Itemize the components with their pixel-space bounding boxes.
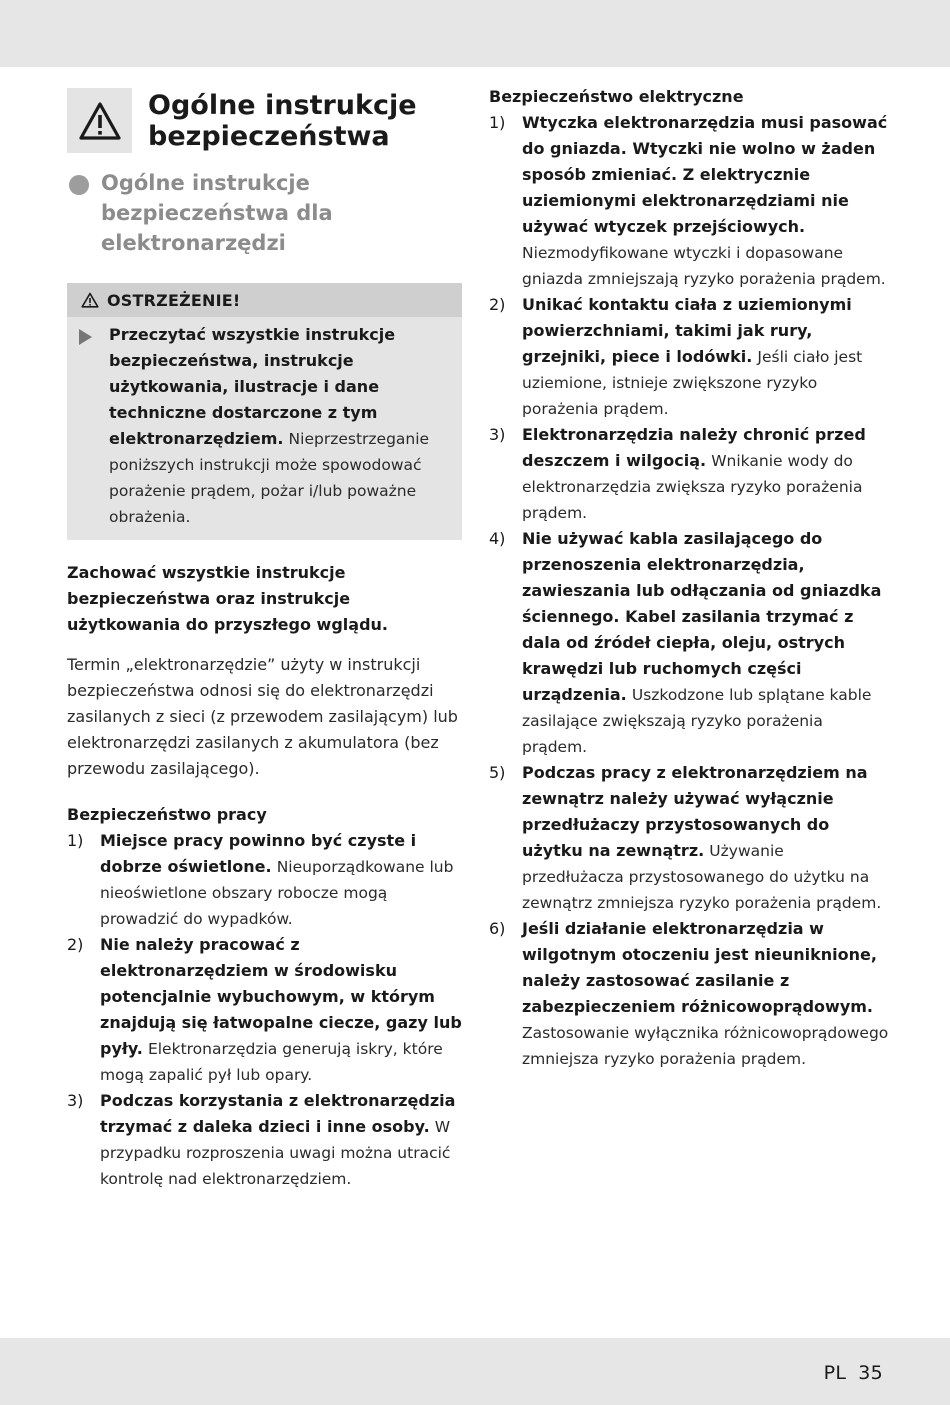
right-column <box>489 84 889 1072</box>
left-column <box>67 88 464 1192</box>
electrical-safety-title: Bezpieczeństwo elektryczne <box>489 87 744 106</box>
list-item: 3) Elektronarzędzia należy chronić przed deszczem i wilgocią. Wnikanie wody do elektronarzędzia zwiększa ryzyko porażenia prądem. <box>489 425 866 522</box>
warning-label: OSTRZEŻENIE! <box>107 290 241 310</box>
header-band <box>0 0 950 67</box>
title-block <box>67 88 464 158</box>
bullet-dot-icon <box>69 175 89 195</box>
footer-band <box>0 1338 950 1405</box>
warning-panel <box>67 283 462 540</box>
warning-bold-text: Przeczytać wszystkie instrukcje bezpieczeństwa, instrukcje użytkowania, ilustracje i dane techniczne dostarczone z tym elektronarzędziem. <box>109 325 396 448</box>
list-item: 4) Nie używać kabla zasilającego do przenoszenia elektronarzędzia, zawieszania lub odłączania od gniazdka ściennego. Kabel zasilania trzymać z dala od źródeł ciepła, oleju, ostrych krawędzi lub ruchomych części urządzenia. Uszkodzone lub splątane kable zasilające zwiększają ryzyko porażenia prądem. <box>489 529 882 756</box>
section-subtitle: Ogólne instrukcje bezpieczeństwa dla elektronarzędzi <box>101 171 333 255</box>
list-item: 2) Unikać kontaktu ciała z uziemionymi powierzchniami, takimi jak rury, grzejniki, piece i lodówki. Jeśli ciało jest uziemione, istnieje zwiększone ryzyko porażenia prądem. <box>489 295 863 418</box>
electrical-safety-list <box>489 110 889 1072</box>
page-title: Ogólne instrukcje bezpieczeństwa <box>148 90 417 152</box>
warning-small-icon <box>81 292 99 308</box>
warning-header <box>67 283 462 317</box>
list-item: 3) Podczas korzystania z elektronarzędzia trzymać z daleka dzieci i inne osoby. W przypadku rozproszenia uwagi można utracić kontrolę nad elektronarzędziem. <box>67 1091 456 1188</box>
list-item: 1) Miejsce pracy powinno być czyste i dobrze oświetlone. Nieuporządkowane lub nieoświetlone obszary robocze mogą prowadzić do wypadków. <box>67 831 454 928</box>
warning-triangle-icon <box>78 101 122 141</box>
warning-body <box>67 317 462 530</box>
work-safety-list <box>67 828 464 1192</box>
page-footer <box>824 1362 883 1384</box>
list-item: 6) Jeśli działanie elektronarzędzia w wilgotnym otoczeniu jest nieuniknione, należy zastosować zasilanie z zabezpieczeniem różnicowoprądowym. Zastosowanie wyłącznika różnicowoprądowego zmniejsza ryzyko porażenia prądem. <box>489 919 889 1068</box>
warning-box <box>67 88 132 153</box>
work-safety-title: Bezpieczeństwo pracy <box>67 805 267 824</box>
list-item: 5) Podczas pracy z elektronarzędziem na zewnątrz należy używać wyłącznie przedłużaczy przystosowanych do użytku na zewnątrz. Używanie przedłużacza przystosowanego do użytku na zewnątrz zmniejsza ryzyko porażenia prądem. <box>489 763 882 912</box>
arrow-right-icon <box>79 329 92 345</box>
keep-instructions-note: Zachować wszystkie instrukcje bezpieczeństwa oraz instrukcje użytkowania do przyszłego wglądu. <box>67 563 388 634</box>
warning-text: Nieprzestrzeganie poniższych instrukcji może spowodować porażenie prądem, pożar i/lub poważne obrażenia. <box>109 430 430 526</box>
list-item: 2) Nie należy pracować z elektronarzędziem w środowisku potencjalnie wybuchowym, w którym znajdują się łatwopalne ciecze, gazy lub pyły. Elektronarzędzia generują iskry, które mogą zapalić pył lub opary. <box>67 935 462 1084</box>
term-definition: Termin „elektronarzędzie” użyty w instrukcji bezpieczeństwa odnosi się do elektronarzędzi zasilanych z sieci (z przewodem zasilającym) lub elektronarzędzi zasilanych z akumulatora (bez przewodu zasilającego). <box>67 655 458 778</box>
footer-language: PL <box>823 1362 847 1384</box>
section-subheading <box>67 171 464 271</box>
page-number: 35 <box>858 1362 883 1384</box>
list-item: 1) Wtyczka elektronarzędzia musi pasować do gniazda. Wtyczki nie wolno w żaden sposób zmieniać. Z elektrycznie uziemionymi elektronarzędziami nie używać wtyczek przejściowych. Niezmodyfikowane wtyczki i dopasowane gniazda zmniejszają ryzyko porażenia prądem. <box>489 113 888 288</box>
